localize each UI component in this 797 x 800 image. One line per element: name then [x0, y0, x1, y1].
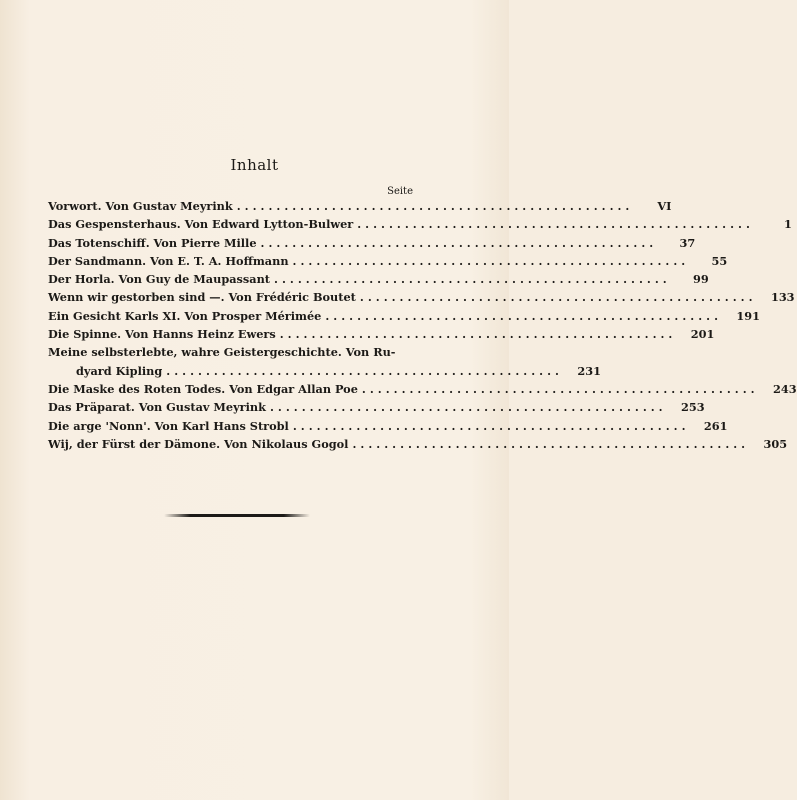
toc-entry-title: dyard Kipling [76, 363, 163, 378]
toc-entry-title: Vorwort. Von Gustav Meyrink [48, 199, 233, 213]
toc-entry-title: Das Präparat. Von Gustav Meyrink [48, 400, 266, 415]
toc-entry-page: 243 [772, 381, 797, 396]
toc-entry-page: 191 [736, 308, 761, 323]
leader-dots: .................................................. [352, 436, 750, 451]
toc-entry-page: 201 [690, 327, 715, 342]
leader-dots: .................................................. [260, 235, 658, 250]
leader-dots: .................................................. [361, 381, 759, 396]
toc-entry [48, 418, 728, 437]
leader-dots: .................................................. [357, 217, 754, 232]
toc-entry-title: Ein Gesicht Karls XI. Von Prosper Mérimée [48, 308, 322, 323]
toc-entry-title: Die arge 'Nonn'. Von Karl Hans Strobl [48, 418, 289, 433]
toc-entry-title: Der Horla. Von Guy de Maupassant [48, 272, 271, 287]
toc-entry-continuation [48, 363, 601, 382]
toc-entry-page: 37 [679, 235, 696, 250]
toc-entry-title: Der Sandmann. Von E. T. A. Hoffmann [48, 253, 289, 268]
toc-entry-page: 55 [711, 253, 728, 268]
toc-entry-page: 231 [577, 363, 601, 378]
toc-entry-title: Wenn wir gestorben sind —. Von Frédéric Boutet [48, 290, 356, 305]
toc-entry-page: 99 [692, 272, 709, 287]
toc-entry [48, 272, 709, 290]
leader-dots: .................................................. [292, 418, 690, 433]
leader-dots: .................................................. [236, 199, 634, 213]
leader-dots: .................................................. [325, 308, 723, 323]
toc-entry-page: VI [657, 199, 672, 213]
closing-ornament-rule [164, 514, 310, 517]
toc-entry-title: Die Spinne. Von Hanns Heinz Ewers [48, 327, 276, 342]
toc-entry [48, 436, 788, 455]
leader-dots: .................................................. [359, 290, 757, 305]
leader-dots: .................................................. [274, 272, 671, 287]
leader-dots: .................................................. [279, 327, 677, 342]
toc-entry-page: 253 [681, 400, 705, 415]
toc-entry [48, 308, 761, 327]
toc-entry-page: 1 [784, 217, 792, 232]
toc-entry [48, 253, 728, 272]
page-column-label: Seite [387, 186, 413, 197]
toc-entry-title: Die Maske des Roten Todes. Von Edgar Allan Poe [48, 381, 358, 396]
leader-dots: .................................................. [166, 363, 563, 378]
page-title: Inhalt [230, 156, 279, 174]
toc-entry [48, 400, 705, 418]
toc-entry [48, 235, 696, 254]
toc-entry [48, 381, 797, 400]
toc-entry-page: 261 [703, 418, 728, 433]
leader-dots: .................................................. [292, 253, 690, 268]
toc-entry-page: 133 [770, 290, 795, 305]
toc-entry-title: Wij, der Fürst der Dämone. Von Nikolaus Gogol [48, 436, 349, 451]
toc-entry [48, 217, 792, 235]
toc-entry [48, 345, 420, 363]
toc-entry-page: 305 [763, 436, 788, 451]
toc-entry-title: Meine selbsterlebte, wahre Geistergeschichte. Von Ru- [48, 345, 396, 360]
table-of-contents [48, 199, 797, 455]
toc-entry [48, 199, 672, 217]
toc-entry-title: Das Gespensterhaus. Von Edward Lytton-Bulwer [48, 217, 354, 232]
leader-dots: .................................................. [269, 400, 667, 415]
toc-entry [48, 290, 795, 308]
toc-entry-title: Das Totenschiff. Von Pierre Mille [48, 235, 257, 250]
toc-entry [48, 327, 715, 345]
